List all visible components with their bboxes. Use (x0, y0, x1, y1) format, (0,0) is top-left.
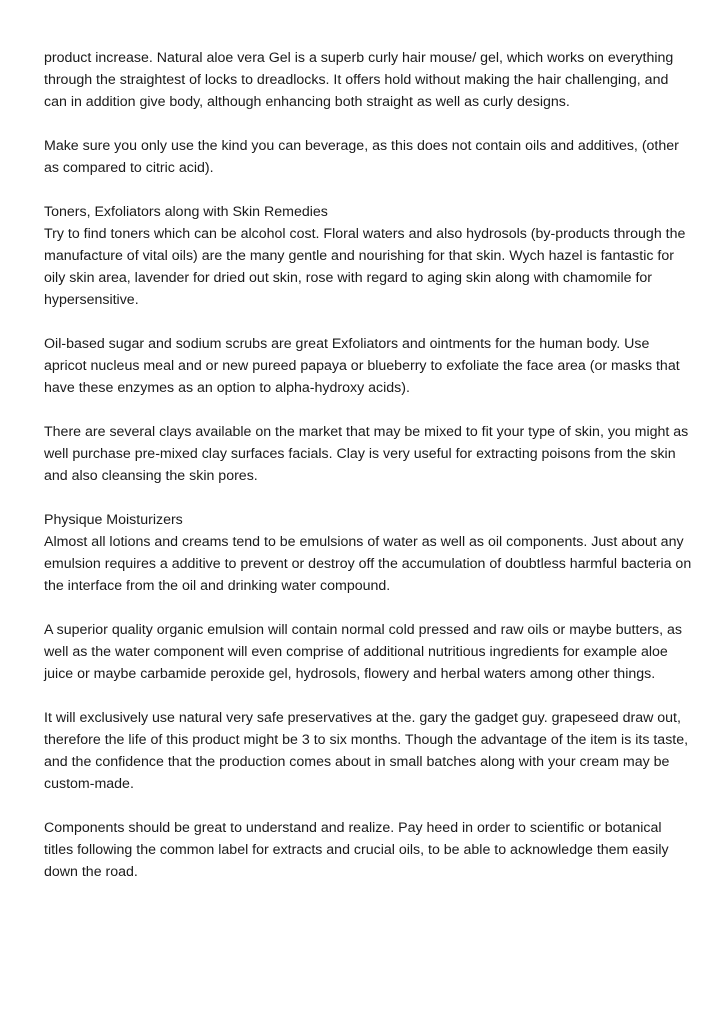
section-heading-moisturizers: Physique Moisturizers (44, 512, 183, 528)
section-heading-toners: Toners, Exfoliators along with Skin Remedies (44, 204, 328, 220)
section-moisturizers (44, 509, 694, 597)
paragraph-aloe-gel: product increase. Natural aloe vera Gel is a superb curly hair mouse/ gel, which works on everything through the straightest of locks to dreadlocks. It offers hold without making the hair challenging, and can in addition give body, although enhancing both straight as well as curly designs. (44, 50, 674, 110)
paragraph-preservatives: It will exclusively use natural very safe preservatives at the. gary the gadget guy. grapeseed draw out, therefore the life of this product might be 3 to six months. Though the advantage of the item is its taste, and the confidence that the production comes about in small batches along with your cream may be custom-made. (44, 710, 689, 792)
paragraph-toners: Try to find toners which can be alcohol cost. Floral waters and also hydrosols (by-products through the manufacture of vital oils) are the many gentle and nourishing for that skin. Wych hazel is fantastic for oily skin area, lavender for dried out skin, rose with regard to aging skin along with chamomile for hypersensitive. (44, 226, 686, 308)
paragraph-clays: There are several clays available on the market that may be mixed to fit your type of skin, you might as well purchase pre-mixed clay surfaces facials. Clay is very useful for extracting poisons from the skin and also cleansing the skin pores. (44, 424, 689, 484)
paragraph-emulsions: Almost all lotions and creams tend to be emulsions of water as well as oil components. Just about any emulsion requires a additive to prevent or destroy off the accumulation of doubtless harmful bacteria on the interface from the oil and drinking water compound. (44, 534, 692, 594)
paragraph-scrubs: Oil-based sugar and sodium scrubs are great Exfoliators and ointments for the human body. Use apricot nucleus meal and or new pureed papaya or blueberry to exfoliate the face area (or masks that have these enzymes as an option to alpha-hydroxy acids). (44, 336, 680, 396)
section-toners (44, 201, 694, 311)
paragraph-components: Components should be great to understand and realize. Pay heed in order to scientific or botanical titles following the common label for extracts and crucial oils, to be able to acknowledge them easily down the road. (44, 820, 669, 880)
document-page (44, 47, 694, 905)
paragraph-organic-emulsion: A superior quality organic emulsion will contain normal cold pressed and raw oils or maybe butters, as well as the water component will even comprise of additional nutritious ingredients for example aloe juice or maybe carbamide peroxide gel, hydrosols, flowery and herbal waters among other things. (44, 622, 682, 682)
paragraph-beverage: Make sure you only use the kind you can beverage, as this does not contain oils and additives, (other as compared to citric acid). (44, 138, 679, 176)
